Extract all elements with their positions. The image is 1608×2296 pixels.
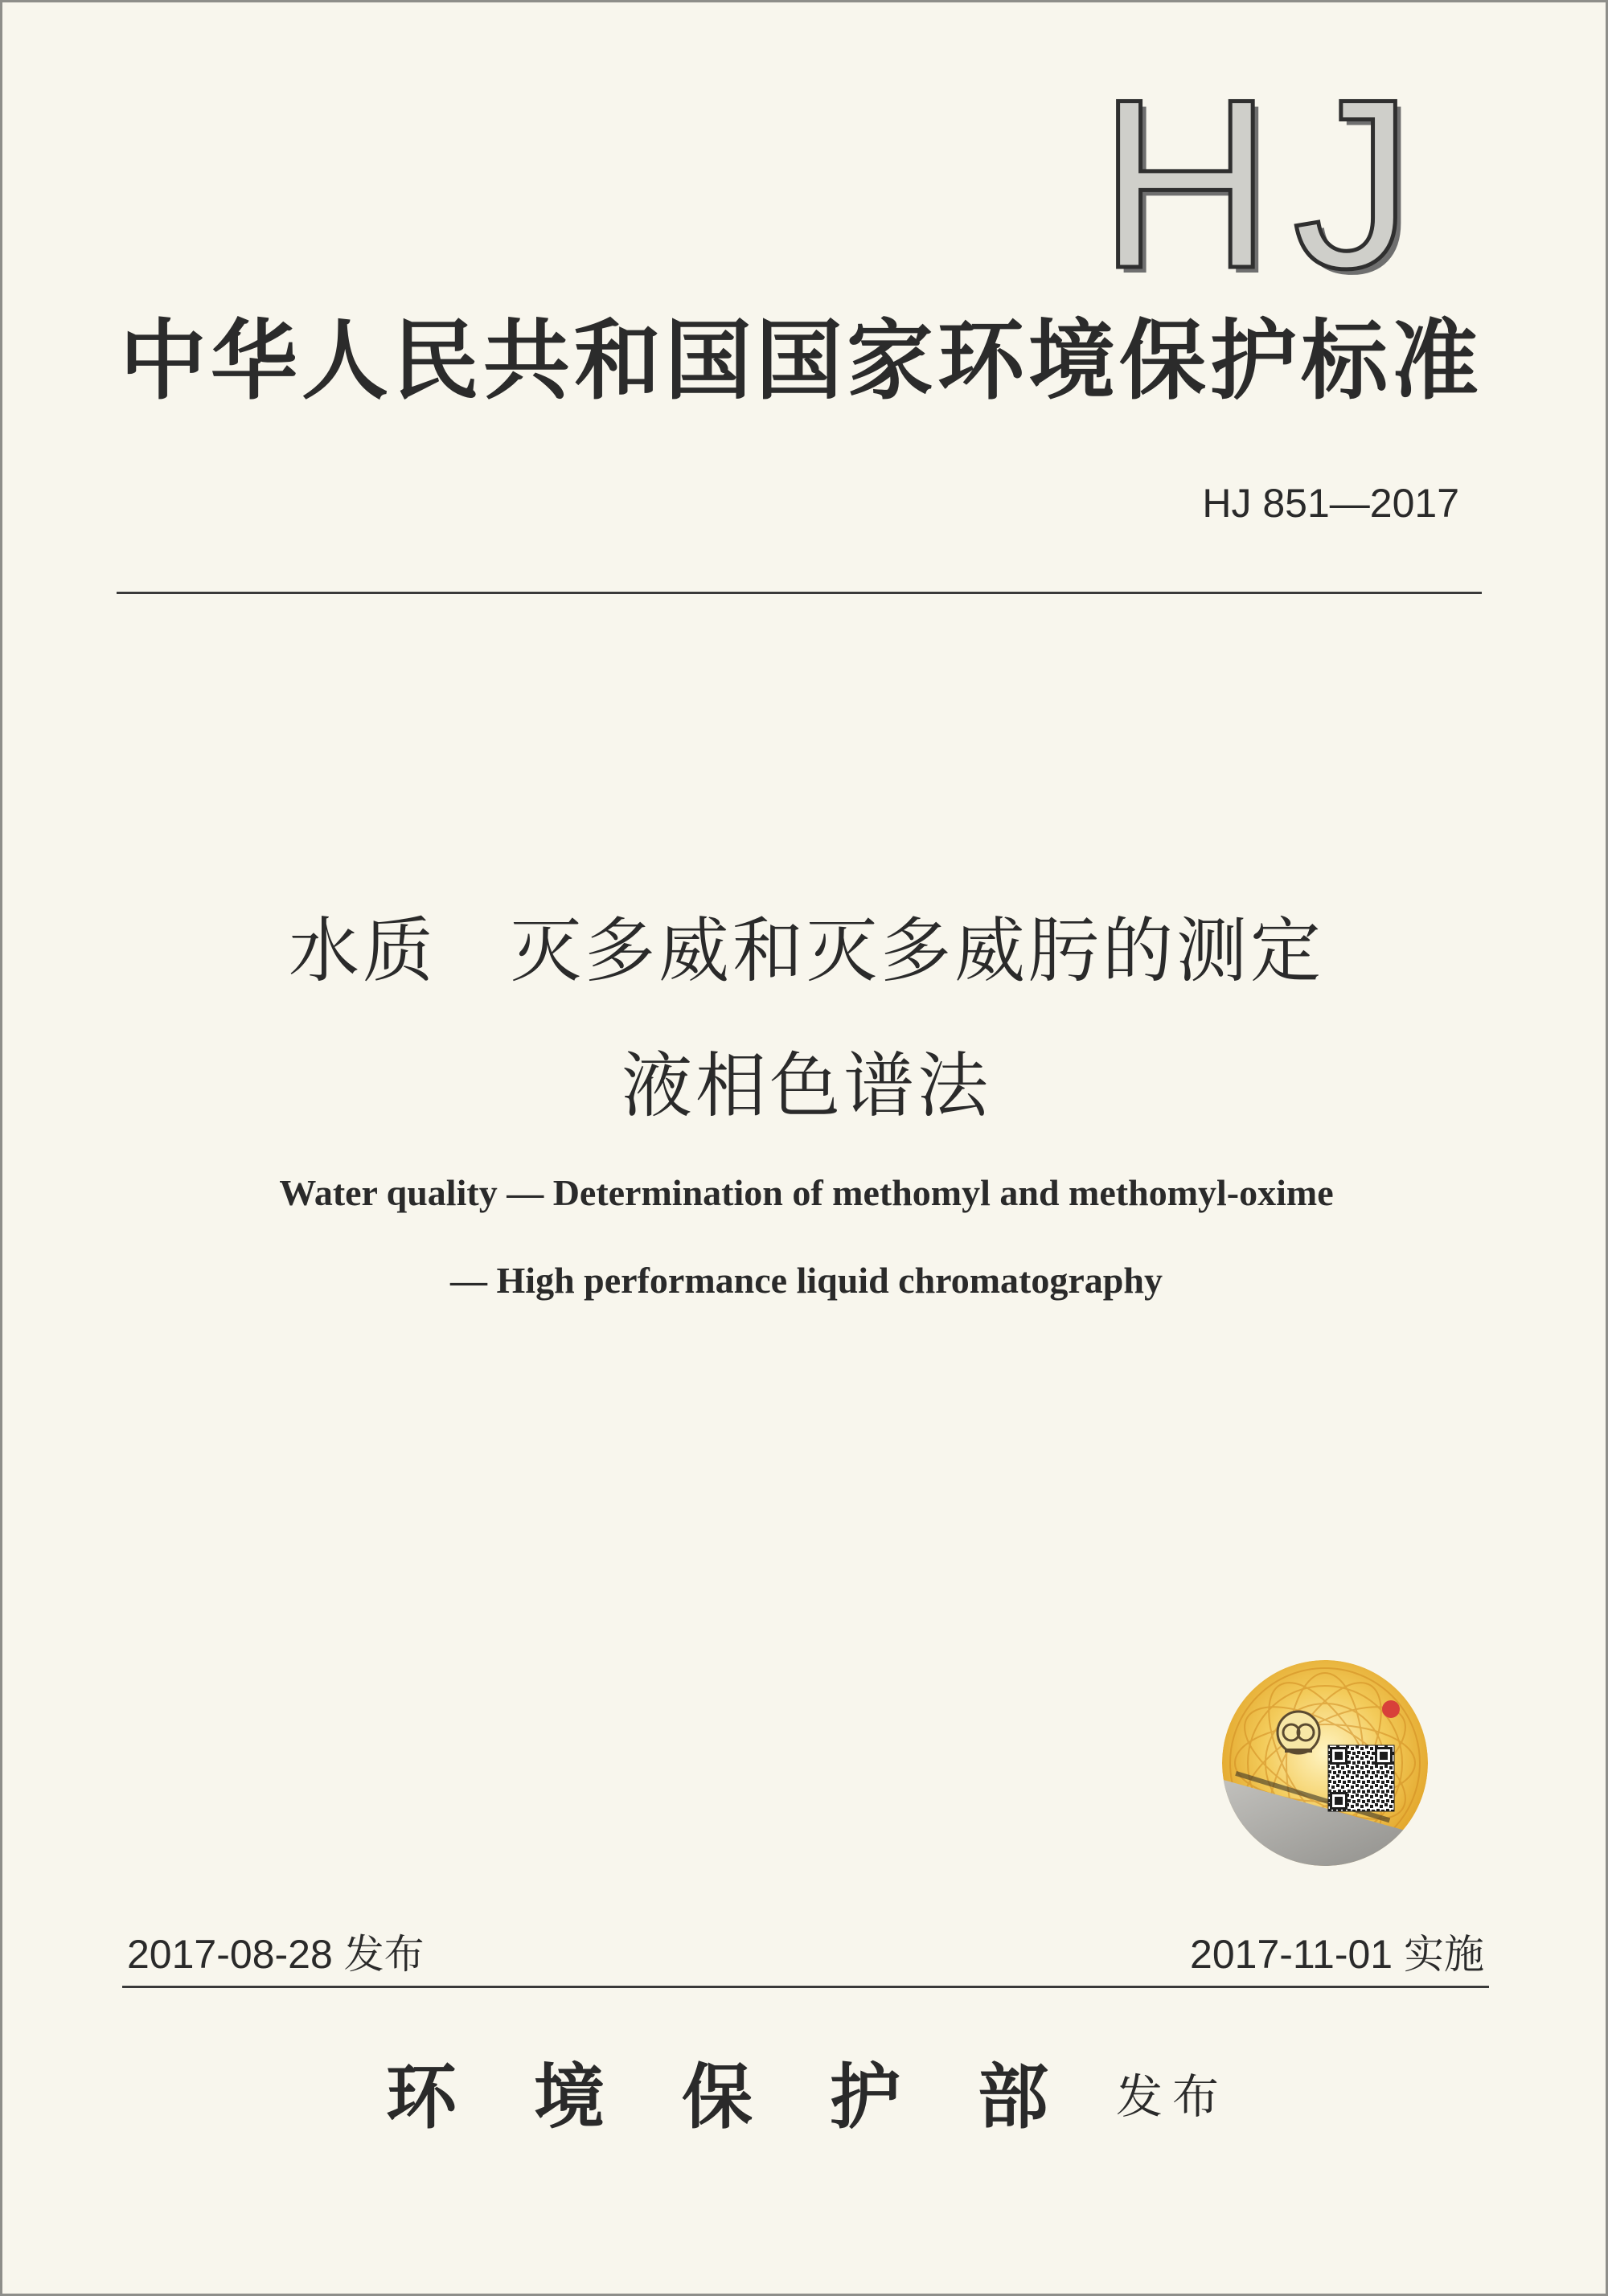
english-title-line-2: — High performance liquid chromatography	[450, 1260, 1163, 1301]
issue-date: 2017-08-28 发布	[127, 1932, 425, 1977]
top-divider	[117, 592, 1482, 594]
hj-logo: HJ	[1098, 48, 1434, 318]
hologram-seal-graphic	[1220, 1658, 1430, 1868]
issued-label: 发布	[1116, 2069, 1229, 2124]
chinese-title-line-1: 水质 灭多威和灭多威肟的测定	[288, 909, 1324, 992]
bottom-divider	[122, 1986, 1489, 1988]
seal-red-dot	[1382, 1700, 1400, 1718]
english-title-line-1: Water quality — Determination of methomyl and methomyl-oxime	[279, 1172, 1334, 1213]
issuing-authority: 环境保护部	[386, 2055, 1126, 2138]
seal-emblem-icon	[1278, 1712, 1319, 1753]
standard-series-title: 中华人民共和国国家环境保护标准	[120, 310, 1483, 412]
hologram-seal-icon	[1220, 1658, 1430, 1868]
qr-code-icon	[1328, 1745, 1394, 1811]
standard-code: HJ 851—2017	[1202, 481, 1459, 526]
implementation-date: 2017-11-01 实施	[1190, 1932, 1484, 1977]
chinese-title-line-2: 液相色谱法	[621, 1044, 991, 1127]
